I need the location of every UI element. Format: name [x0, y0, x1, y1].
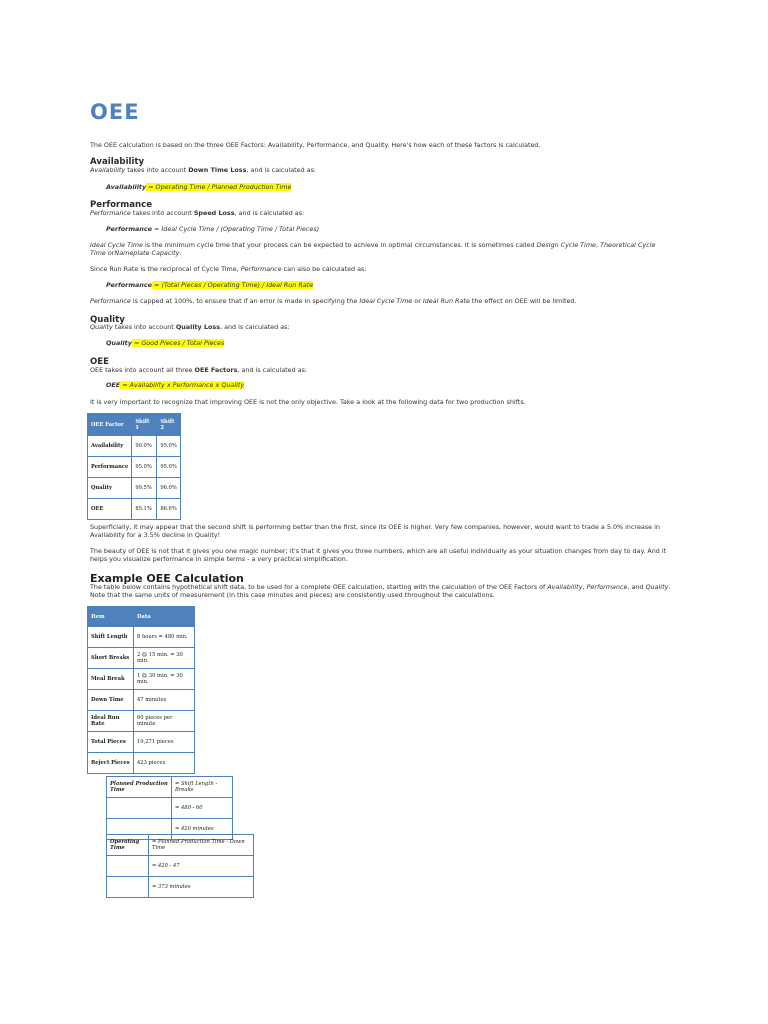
term: Design Cycle Time [536, 241, 596, 249]
cell: 95.0% [157, 436, 180, 457]
performance-run-rate-formula [106, 281, 313, 289]
row-label [107, 877, 149, 898]
performance-heading: Performance [90, 200, 153, 210]
header-cell: Shift 2 [157, 414, 180, 436]
oee-heading: OEE [90, 357, 110, 367]
term-bold: Down Time Loss [188, 166, 247, 174]
row-label: Quality [88, 478, 132, 499]
text: takes into account [112, 323, 176, 331]
term-bold: OEE Factors [194, 366, 238, 374]
cell: 95.0% [157, 457, 180, 478]
row-label: Total Pieces [88, 732, 134, 753]
row-label: Ideal Run Rate [88, 711, 134, 732]
performance-cap-paragraph [90, 297, 577, 305]
text: . [179, 249, 182, 257]
text: takes into account [130, 209, 194, 217]
text: , and is calculated as: [234, 209, 305, 217]
term: Quality [645, 583, 669, 591]
row-label: Meal Break [88, 669, 134, 690]
term: Ideal Cycle Time [359, 297, 413, 305]
formula-expression: = (Total Pieces / Operating Time) / Ideal Run Rate [151, 281, 314, 289]
cell: 47 minutes [134, 690, 195, 711]
availability-description [90, 166, 316, 174]
table-row [88, 732, 195, 753]
text: , [582, 583, 587, 591]
table-row [107, 777, 233, 798]
oee-description [90, 366, 307, 374]
beauty-paragraph: The beauty of OEE is not that it gives you one magic number; it's that it gives you three numbers, which are all useful individually as your situation changes from day to day. And it helps you visualize performance in simple terms - a very practical simplification. [90, 547, 667, 563]
table-row [107, 877, 254, 898]
text: , [596, 241, 601, 249]
text: . Note that the same units of measurement (in this case minutes and pieces) are consistently used throughout the calculations. [90, 583, 671, 599]
row-label: Performance [88, 457, 132, 478]
term: Performance [90, 297, 131, 305]
formula-term: Performance [106, 225, 152, 233]
shift-data-table [87, 606, 195, 774]
table-header-row [88, 607, 195, 627]
cell: 90.0% [132, 436, 157, 457]
formula-expression: = Availability x Performance x Quality [120, 381, 245, 389]
intro-paragraph: The OEE calculation is based on the three OEE Factors: Availability, Performance, and Quality. Here's how each of these factors is calculated. [90, 141, 541, 149]
performance-description [90, 209, 304, 217]
row-label: Planned Production Time [107, 777, 172, 798]
important-paragraph: It is very important to recognize that improving OEE is not the only objective. Take a look at the following data for two production shifts. [90, 398, 526, 406]
text: takes into account [125, 166, 189, 174]
shift-comparison-table [87, 413, 181, 520]
formula-term: Quality [106, 339, 132, 347]
table-row [107, 798, 233, 819]
run-rate-paragraph [90, 265, 367, 273]
header-cell: Item [88, 607, 134, 627]
formula-expression: = Good Pieces / Total Pieces [131, 339, 225, 347]
cell: 60 pieces per minute [134, 711, 195, 732]
planned-production-time-table [106, 776, 233, 840]
text: can also be calculated as: [281, 265, 367, 273]
term: Performance [586, 583, 628, 591]
cell: = 480 - 60 [172, 798, 233, 819]
table-row [88, 436, 181, 457]
cell: 2 @ 15 min. = 30 min. [134, 648, 195, 669]
header-cell: Shift 1 [132, 414, 157, 436]
cell: 95.0% [132, 457, 157, 478]
availability-heading: Availability [90, 157, 145, 167]
formula-term: OEE [106, 381, 121, 389]
row-label: OEE [88, 499, 132, 520]
row-label: Down Time [88, 690, 134, 711]
text: The table below contains hypothetical shift data, to be used for a complete OEE calculation, starting with the calculation of the OEE Factors of [90, 583, 548, 591]
cell: = Planned Production Time - Down Time [149, 835, 254, 856]
cell: 86.6% [157, 499, 180, 520]
table-row [88, 648, 195, 669]
text: Since Run Rate is the reciprocal of Cycle Time, [90, 265, 241, 273]
ideal-cycle-time-paragraph [90, 241, 660, 257]
cell: = Shift Length - Breaks [172, 777, 233, 798]
cell: = 420 - 47 [149, 856, 254, 877]
operating-time-table [106, 834, 254, 898]
quality-formula [106, 339, 224, 347]
cell: = 373 minutes [149, 877, 254, 898]
example-heading: Example OEE Calculation [90, 572, 244, 585]
header-cell: OEE Factor [88, 414, 132, 436]
term: Nameplate Capacity [114, 249, 180, 257]
cell: 19,271 pieces [134, 732, 195, 753]
table-row [88, 753, 195, 774]
text: or [412, 297, 423, 305]
term-bold: Speed Loss [193, 209, 235, 217]
term: Availability [547, 583, 583, 591]
cell: 99.5% [132, 478, 157, 499]
cell: 423 pieces [134, 753, 195, 774]
row-label: Reject Pieces [88, 753, 134, 774]
term: Theoretical Cycle Time [90, 241, 656, 257]
row-label [107, 856, 149, 877]
term: Performance [240, 265, 282, 273]
term: Quality [90, 323, 113, 331]
cell: = 420 minutes [172, 819, 233, 840]
row-label [107, 798, 172, 819]
cell: 96.0% [157, 478, 180, 499]
text: is the minimum cycle time that your process can be expected to achieve in optimal circumstances. It is sometimes called [142, 241, 537, 249]
text: , and is calculated as: [237, 366, 308, 374]
row-label: Operating Time [107, 835, 149, 856]
quality-heading: Quality [90, 315, 125, 325]
cell: 8 hours = 480 min. [134, 627, 195, 648]
row-label: Short Breaks [88, 648, 134, 669]
text: is capped at 100%, to ensure that if an error is made in specifying the [130, 297, 360, 305]
table-row [88, 457, 181, 478]
text: , and is calculated as: [220, 323, 290, 331]
term: Ideal Cycle Time [90, 241, 143, 249]
superficial-paragraph: Superficially, it may appear that the second shift is performing better than the first, since its OEE is higher. Very few companies, however, would want to trade a 5.0% increase in Availability for a 3.5% decline in Quality! [90, 523, 660, 539]
term: Performance [90, 209, 131, 217]
availability-formula [106, 183, 291, 191]
page-title: OEE [90, 100, 140, 124]
text: , and [627, 583, 646, 591]
text: the effect on OEE will be limited. [469, 297, 577, 305]
performance-formula [106, 225, 319, 233]
cell: 1 @ 30 min. = 30 min. [134, 669, 195, 690]
table-row [88, 711, 195, 732]
row-label: Availability [88, 436, 132, 457]
text: OEE takes into account all three [90, 366, 195, 374]
formula-expression: = Ideal Cycle Time / (Operating Time / Total Pieces) [151, 225, 320, 233]
formula-term: Availability [106, 183, 147, 191]
term: Ideal Run Rate [422, 297, 470, 305]
text: , and is calculated as: [246, 166, 317, 174]
table-row [88, 499, 181, 520]
oee-formula [106, 381, 244, 389]
table-row [107, 835, 254, 856]
term: Availability [90, 166, 126, 174]
term-bold: Quality Loss [175, 323, 221, 331]
formula-expression: = Operating Time / Planned Production Time [146, 183, 292, 191]
cell: 85.1% [132, 499, 157, 520]
table-row [88, 627, 195, 648]
table-row [88, 690, 195, 711]
quality-description [90, 323, 290, 331]
text: or [105, 249, 115, 257]
example-paragraph [90, 583, 685, 599]
table-row [88, 669, 195, 690]
table-row [88, 478, 181, 499]
row-label: Shift Length [88, 627, 134, 648]
table-row [107, 856, 254, 877]
table-header-row [88, 414, 181, 436]
formula-term: Performance [106, 281, 152, 289]
header-cell: Data [134, 607, 195, 627]
